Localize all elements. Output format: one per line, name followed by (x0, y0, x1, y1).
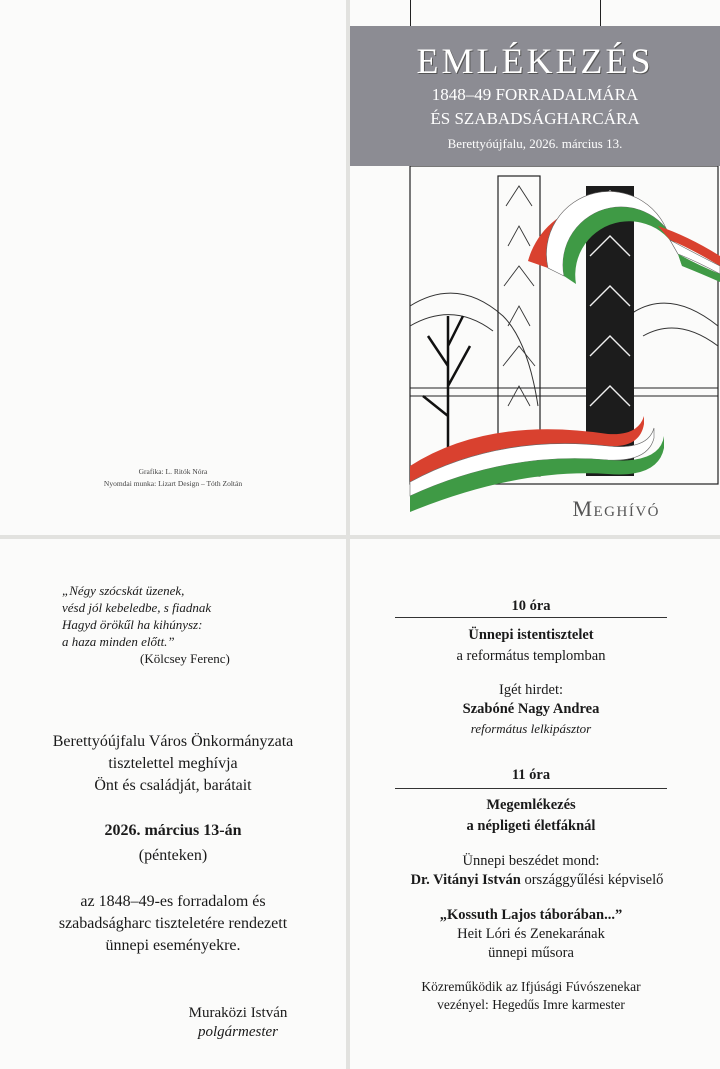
event-date: 2026. március 13-án (104, 822, 242, 839)
tree-ribbon-illustration (408, 166, 720, 516)
event2-title-1: Megemlékezés (486, 797, 576, 813)
speaker-name: Dr. Vitányi István (410, 872, 521, 888)
cover-panel (350, 0, 720, 535)
quote-author: (Kölcsey Ferenc) (140, 651, 230, 666)
credit-graphics: Grafika: L. Ritók Nóra (138, 467, 208, 476)
speaker-line (392, 871, 682, 890)
invite-line: Berettyóújfalu Város Önkormányzata (52, 733, 294, 750)
preacher-label: Igét hirdet: (498, 682, 564, 698)
event2-title-2: a népligeti életfáknál (466, 818, 596, 834)
show-type: ünnepi műsora (488, 945, 574, 961)
purpose-line: szabadságharc tiszteletére rendezett (58, 915, 288, 932)
purpose-block (0, 891, 346, 957)
invite-line: Önt és családját, barátait (94, 777, 252, 794)
time-10: 10 óra (511, 598, 551, 614)
preacher-name: Szabóné Nagy Andrea (462, 701, 600, 717)
event1-title: Ünnepi istentisztelet (468, 627, 594, 643)
frame-line (600, 0, 601, 26)
speech-label: Ünnepi beszédet mond: (462, 853, 600, 869)
preacher-title: református lelkipásztor (470, 721, 592, 736)
frame-line (410, 0, 411, 26)
divider (395, 788, 667, 789)
divider (395, 617, 667, 618)
invite-block (0, 731, 346, 797)
quote-line: Hagyd örökűl ha kihúnysz: (62, 617, 203, 632)
cover-subtitle-1: 1848–49 FORRADALMÁRA (431, 85, 639, 104)
back-panel (0, 0, 346, 535)
signer-title: polgármester (198, 1024, 278, 1040)
kolcsey-quote (62, 582, 302, 667)
quote-line: „Négy szócskát üzenek, (62, 583, 185, 598)
cover-place-date: Berettyóújfalu, 2026. március 13. (447, 136, 623, 151)
cover-subtitle-2: ÉS SZABADSÁGHARCÁRA (430, 109, 640, 128)
signer-name: Muraközi István (188, 1005, 288, 1021)
speaker-title: országgyűlési képviselő (524, 872, 664, 888)
time-11: 11 óra (511, 767, 551, 783)
band-line-2: vezényel: Hegedűs Imre karmester (437, 997, 625, 1012)
credits (0, 466, 346, 490)
purpose-line: ünnepi eseményekre. (105, 937, 241, 954)
cover-banner (350, 26, 720, 166)
show-title: „Kossuth Lajos táborában...” (439, 907, 623, 923)
horizontal-fold (0, 535, 720, 539)
show-performers: Heit Lóri és Zenekarának (457, 926, 605, 942)
credit-print: Nyomdai munka: Lizart Design – Tóth Zoltán (103, 479, 243, 488)
event1-place: a református templomban (456, 648, 606, 664)
cover-title: EMLÉKEZÉS (416, 41, 654, 81)
band-line-1: Közreműködik az Ifjúsági Fúvószenekar (421, 979, 641, 994)
purpose-line: az 1848–49-es forradalom és (80, 893, 266, 910)
event-weekday: (pénteken) (138, 847, 208, 864)
quote-line: a haza minden előtt.” (62, 634, 175, 649)
invite-line: tisztelettel meghívja (108, 755, 238, 772)
quote-line: vésd jól kebeledbe, s fiadnak (62, 600, 212, 615)
invitation-label: Meghívó (572, 496, 660, 521)
